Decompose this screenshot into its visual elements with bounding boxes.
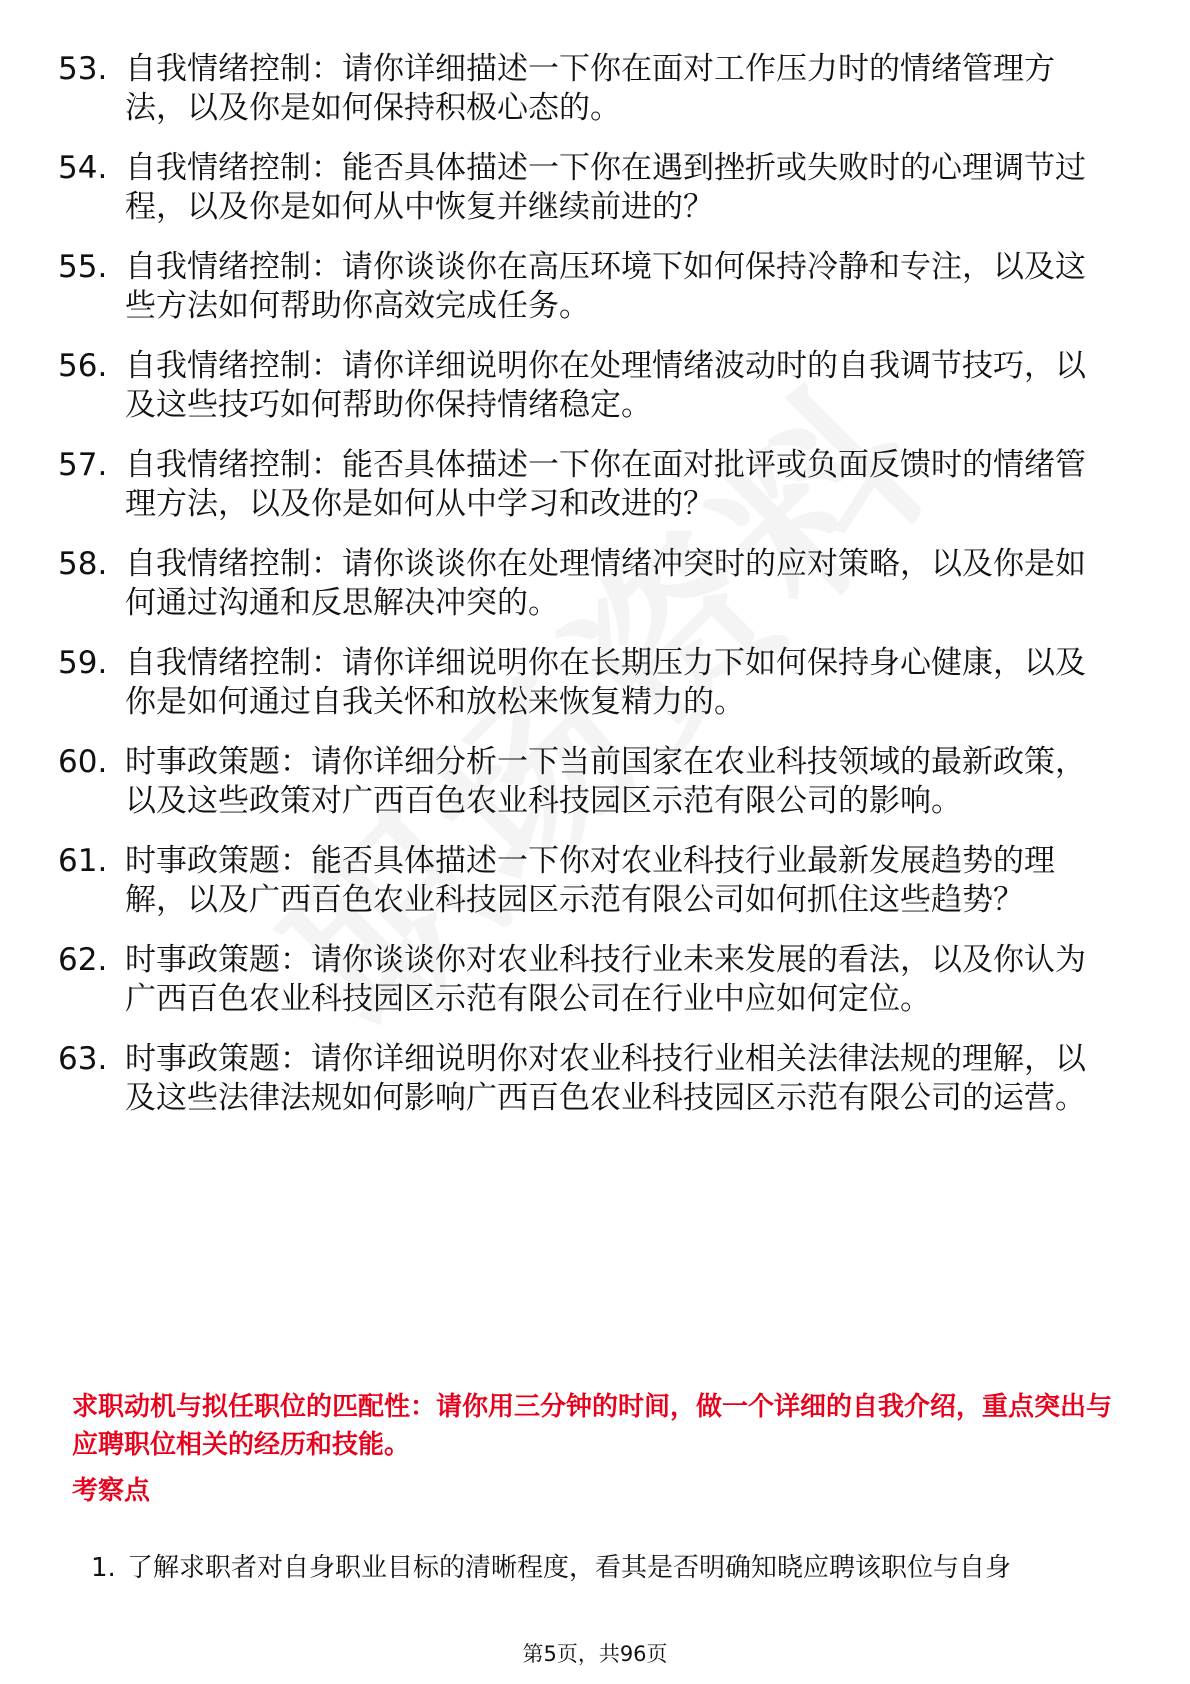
question-item <box>58 50 1108 128</box>
question-number: 53. <box>58 51 108 87</box>
question-number: 60. <box>58 744 108 780</box>
question-item <box>58 743 1108 821</box>
question-item <box>58 1040 1108 1118</box>
question-number: 62. <box>58 942 108 978</box>
question-item <box>58 545 1108 623</box>
question-number: 58. <box>58 546 108 582</box>
question-number: 54. <box>58 150 108 186</box>
point-text: 了解求职者对自身职业目标的清晰程度，看其是否明确知晓应聘该职位与自身 <box>127 1553 1012 1583</box>
question-item <box>58 842 1108 920</box>
question-text: 自我情绪控制：能否具体描述一下你在遇到挫折或失败时的心理调节过程，以及你是如何从中恢复并继续前进的？ <box>125 150 1086 225</box>
page-footer: 第5页，共96页 <box>522 1642 668 1666</box>
question-text: 时事政策题：请你谈谈你对农业科技行业未来发展的看法，以及你认为广西百色农业科技园区示范有限公司在行业中应如何定位。 <box>125 942 1086 1017</box>
question-number: 63. <box>58 1041 108 1077</box>
section-label: 考察点 <box>72 1476 151 1506</box>
question-text: 自我情绪控制：请你谈谈你在高压环境下如何保持冷静和专注，以及这些方法如何帮助你高效完成任务。 <box>125 249 1086 324</box>
question-item <box>58 446 1108 524</box>
point-number: 1. <box>91 1553 116 1583</box>
assessment-point <box>91 1551 1121 1585</box>
question-item <box>58 248 1108 326</box>
question-list <box>58 50 1108 1139</box>
question-text: 时事政策题：请你详细分析一下当前国家在农业科技领域的最新政策，以及这些政策对广西百色农业科技园区示范有限公司的影响。 <box>125 744 1086 819</box>
question-text: 自我情绪控制：请你谈谈你在处理情绪冲突时的应对策略，以及你是如何通过沟通和反思解决冲突的。 <box>125 546 1086 621</box>
question-item <box>58 941 1108 1019</box>
highlight-question: 求职动机与拟任职位的匹配性：请你用三分钟的时间，做一个详细的自我介绍，重点突出与应聘职位相关的经历和技能。 <box>72 1392 1113 1460</box>
question-item <box>58 347 1108 425</box>
question-text: 时事政策题：请你详细说明你对农业科技行业相关法律法规的理解，以及这些法律法规如何影响广西百色农业科技园区示范有限公司的运营。 <box>125 1041 1086 1116</box>
question-number: 61. <box>58 843 108 879</box>
question-item <box>58 644 1108 722</box>
question-number: 59. <box>58 645 108 681</box>
question-text: 自我情绪控制：请你详细描述一下你在面对工作压力时的情绪管理方法，以及你是如何保持积极心态的。 <box>125 51 1055 126</box>
question-number: 57. <box>58 447 108 483</box>
question-text: 自我情绪控制：能否具体描述一下你在面对批评或负面反馈时的情绪管理方法，以及你是如何从中学习和改进的？ <box>125 447 1086 522</box>
question-text: 自我情绪控制：请你详细说明你在处理情绪波动时的自我调节技巧，以及这些技巧如何帮助你保持情绪稳定。 <box>125 348 1086 423</box>
question-number: 55. <box>58 249 108 285</box>
question-text: 自我情绪控制：请你详细说明你在长期压力下如何保持身心健康，以及你是如何通过自我关怀和放松来恢复精力的。 <box>125 645 1086 720</box>
question-text: 时事政策题：能否具体描述一下你对农业科技行业最新发展趋势的理解，以及广西百色农业科技园区示范有限公司如何抓住这些趋势？ <box>125 843 1055 918</box>
question-number: 56. <box>58 348 108 384</box>
question-item <box>58 149 1108 227</box>
